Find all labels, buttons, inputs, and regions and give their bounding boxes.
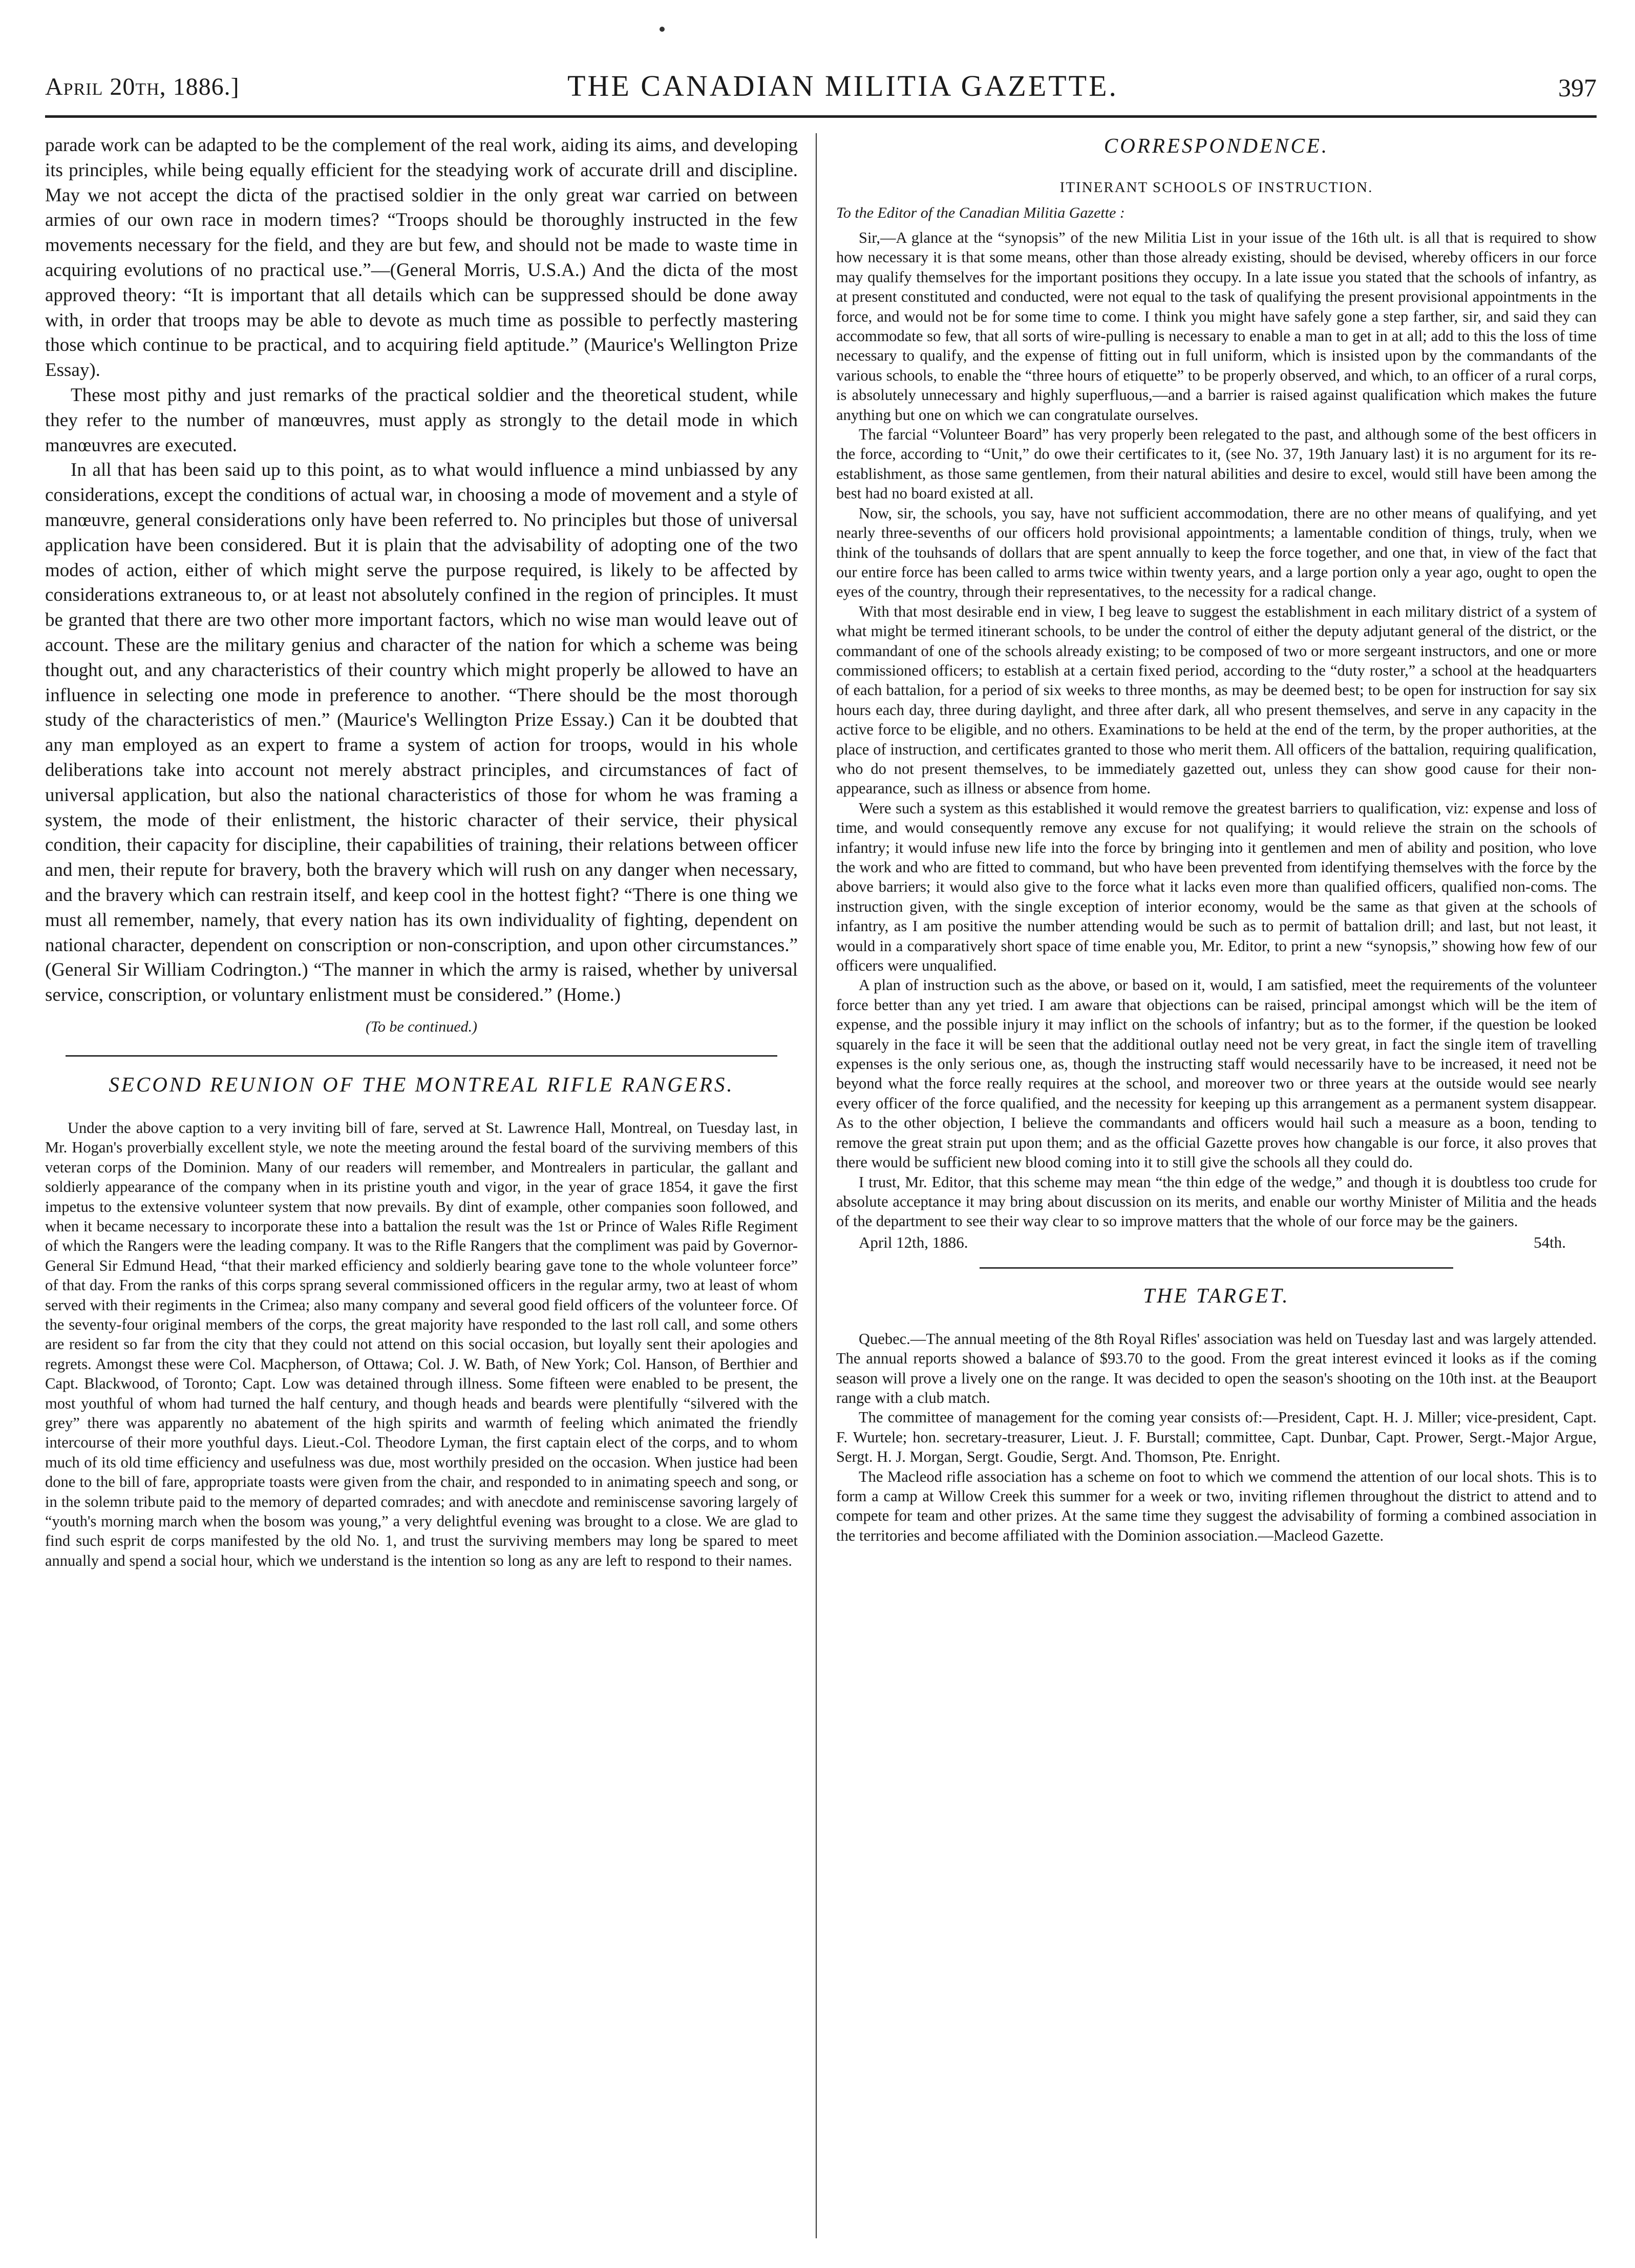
letter-paragraph: Now, sir, the schools, you say, have not sufficient accommodation, there are no other means of qualifying, and yet nearly three-sevenths of our officers hold provisional appointments; a lamentable condition of things, truly, when we think of the touhsands of dollars that are spent annually to keep the force together, and one that, in view of the fact that our entire force has been called to arms twice within twenty years, and a large portion only a year ago, ought to open the eyes of the country, through their representatives, to the necessity for a radical change.	[836, 504, 1597, 601]
to-be-continued-note: (To be continued.)	[365, 1018, 478, 1035]
letter-paragraph: With that most desirable end in view, I beg leave to suggest the establishment in each military district of a system of what might be termed itinerant schools, to be under the control of either the deputy adjutant general of the district, or the commandant of one of the schools already existing; to be composed of two or more sergeant instructors, and one or more commissioned officers; to establish at a certain fixed period, according to the “duty roster,” a school at the headquarters of each battalion, for a period of six weeks to three months, as may be deemed best; to be open for instruction for say six hours each day, three during daylight, and three after dark, all who present themselves, and serve in any capacity in the active force to be eligible, and no others. Examinations to be held at the end of the term, by the proper authorities, at the place of instruction, and certificates granted to those who merit them. All officers of the battalion, requiring qualification, who do not present themselves, to be immediately gazetted out, unless they can show good cause for their non-appearance, such as illness or absence from home.	[836, 602, 1597, 797]
right-column	[836, 133, 1597, 1545]
target-paragraph: The committee of management for the coming year consists of:—President, Capt. H. J. Miller; vice-president, Capt. F. Wurtele; hon. secretary-treasurer, Lieut. J. F. Burstall; committee, Capt. Dunbar, Capt. Prower, Sergt.-Major Argue, Sergt. H. J. Morgan, Sergt. Goudie, Sergt. And. Thomson, Pte. Enright.	[836, 1409, 1597, 1466]
correspondence-heading: CORRESPONDENCE.	[1103, 134, 1329, 157]
letter-paragraph: Sir,—A glance at the “synopsis” of the new Militia List in your issue of the 16th ult. is all that is required to show how necessary it is that some means, other than those already existing, should be devised, whereby officers in our force may qualify themselves for the important positions they occupy. In a late issue you stated that the schools of infantry, as at present constituted and conducted, were not equal to the task of qualifying the present provisional appointments in the force, and would not be for some time to come. I think you might have safely gone a step farther, sir, and said they can accommodate so few, that all sorts of wire-pulling is necessary to enable a man to get in at all; add to this the loss of time necessary to qualify, and the expense of fitting out in full uniform, which is insisted upon by the commandants of the various schools, to enable the “three hours of etiquette” to be properly observed, and which, to an officer of a rural corps, is absolutely unnecessary and highly superfluous,—and a barrier is raised against qualification which makes the future anything but one on which we can congratulate ourselves.	[836, 229, 1597, 424]
reunion-paragraph: Under the above caption to a very inviting bill of fare, served at St. Lawrence Hall, Montreal, on Tuesday last, in Mr. Hogan's proverbially excellent style, we note the meeting around the festal board of the surviving members of this veteran corps of the Dominion. Many of our readers will remember, and Montrealers in particular, the gallant and soldierly appearance of the company when in its pristine youth and vigor, in the year of grace 1854, it gave the first impetus to the extensive volunteer system that now prevails. By dint of example, other companies soon followed, and when it became necessary to incorporate these into a battalion the result was the 1st or Prince of Wales Rifle Regiment of which the Rangers were the leading company. It was to the Rifle Rangers that the compliment was paid by Governor-General Sir Edmund Head, “that their marked efficiency and soldierly bearing gave tone to the whole volunteer force” of that day. From the ranks of this corps sprang several commissioned officers in the regular army, two at least of whom served with their regiments in the Crimea; also many company and several good field officers of the volunteer force. Of the seventy-four original members of the corps, the great majority have responded to the last roll call, and some others are resident so far from the city that they could not attend on this social occasion, but loyally sent their apologies and regrets. Amongst these were Col. Macpherson, of Ottawa; Col. J. W. Bath, of New York; Col. Hanson, of Berthier and Capt. Blackwood, of Toronto; Capt. Low was detained through illness. Some fifteen were enabled to be present, the most youthful of whom had turned the half century, and though heads and beards were plentifully “silvered with the grey” there was apparently no abatement of the high spirits and warmth of feeling which animated the friendly intercourse of their more youthful days. Lieut.-Col. Theodore Lyman, the first captain elect of the corps, and to whom much of its old time efficiency and usefulness was due, most worthily presided on the occasion. When justice had been done to the bill of fare, appropriate toasts were given from the chair, and responded to in animating speech and song, or in the solemn tribute paid to the memory of departed comrades; and with anecdote and reminiscense savoring largely of “youth's morning march when the bosom was young,” a very delightful evening was brought to a close. We are glad to find such esprit de corps manifested by the old No. 1, and trust the surviving members may long be spared to meet annually and spend a social hour, which we understand is the intention so long as any are left to respond to their names.	[45, 1119, 798, 1569]
itinerant-schools-heading: ITINERANT SCHOOLS OF INSTRUCTION.	[1059, 179, 1373, 196]
section-rule	[66, 1055, 777, 1057]
letter-paragraph: A plan of instruction such as the above, or based on it, would, I am satisfied, meet the requirements of the volunteer force better than any yet tried. I am aware that objections can be raised, principal amongst which will be the item of expense, and the possible injury it may inflict on the schools of infantry; but as to the former, if the question be looked squarely in the face it will be seen that the additional outlay need not be very great, in fact the single item of travelling expenses is the only serious one, as, though the instructing staff would necessarily have to be increased, it need not be beyond what the force really requires at the school, and moreover two or three years at the outside would see nearly every officer of the force qualified, and the necessity for keeping up this arrangement as a permanent system disappear. As to the other objection, I believe the commandants and officers would hail such a measure as a boon, tending to remove the great strain put upon them; and as the official Gazette proves how changable is our force, it also proves that there would be sufficient new blood coming into it to still give the schools all they could do.	[836, 976, 1597, 1171]
reunion-article	[45, 1118, 798, 1570]
correspondence-letter	[836, 228, 1597, 1231]
left-column	[45, 133, 798, 1570]
letter-paragraph: Were such a system as this established it would remove the greatest barriers to qualification, viz: expense and loss of time, and would consequently remove any excuse for not qualifying; it would relieve the strain on the schools of infantry; it would infuse new life into the force by bringing into it gentlemen and men of ability and position, who love the work and who are fitted to command, but who have been prevented from identifying themselves with the force by the above barriers; it would also give to the force what it lacks even more than qualified officers, qualified non-coms. The instruction given, with the single exception of interior economy, would be the same as that given at the schools of infantry, as I am positive the number attending would be such as to permit of battalion drill; and last, but not least, it would in a comparatively short space of time enable you, Mr. Editor, to print a new “synopsis,” showing how few of our officers were unqualified.	[836, 799, 1597, 975]
letter-paragraph: The farcial “Volunteer Board” has very properly been relegated to the past, and although some of the best officers in the force, according to “Unit,” do owe their certificates to it, (see No. 37, 19th January last) it is no argument for its re-establishment, as those same gentlemen, from their natural abilities and desire to excel, would still have been among the best had no board existed at all.	[836, 426, 1597, 502]
target-paragraph: Quebec.—The annual meeting of the 8th Royal Rifles' association was held on Tuesday last and was largely attended. The annual reports showed a balance of $93.70 to the good. From the great interest evinced it looks as if the coming season will prove a lively one on the range. It was decided to open the season's shooting on the 10th inst. at the Beauport range with a club match.	[836, 1330, 1597, 1406]
issue-date: April 20th, 1886.]	[45, 73, 240, 100]
reunion-heading: SECOND REUNION OF THE MONTREAL RIFLE RANGERS.	[109, 1072, 734, 1096]
newspaper-page	[45, 0, 1597, 2268]
letter-paragraph: I trust, Mr. Editor, that this scheme may mean “the thin edge of the wedge,” and though it is doubtless too crude for absolute acceptance it may bring about discussion on its merits, and enable our worthy Minister of Militia and the heads of the department to see their way clear to so improve matters that the whole of our force may be the gainers.	[836, 1173, 1597, 1230]
article-paragraph: parade work can be adapted to be the complement of the real work, aiding its aims, and developing its principles, while being equally efficient for the steadying work of accurate drill and discipline. May we not accept the dicta of the practised soldier in the only great war carried on between armies of our own race in modern times? “Troops should be thoroughly instructed in the few movements necessary for the field, and they are but few, and should not be made to waste time in acquiring evolutions of no practical use.”—(General Morris, U.S.A.) And the dicta of the most approved theory: “It is important that all details which can be suppressed should be done away with, in order that troops may be able to devote as much time as possible to perfectly mastering those which continue to be practical, and to acquiring field aptitude.” (Maurice's Wellington Prize Essay).	[45, 135, 798, 381]
page-number: 397	[1558, 73, 1597, 102]
column-divider	[816, 133, 817, 2238]
masthead-rule	[45, 115, 1597, 118]
letter-salutation-line: To the Editor of the Canadian Militia Gazette :	[836, 204, 1125, 221]
target-paragraph: The Macleod rifle association has a scheme on foot to which we commend the attention of our local shots. This is to form a camp at Willow Creek this summer for a week or two, inviting riflemen throughout the district to attend and to compete for team and other prizes. At the same time they suggest the advisability of forming a combined association in the territories and become affiliated with the Dominion association.—Macleod Gazette.	[836, 1467, 1597, 1544]
signoff-date: April 12th, 1886.	[859, 1233, 968, 1251]
target-heading: THE TARGET.	[1143, 1283, 1290, 1307]
masthead	[45, 61, 1597, 108]
article-paragraph: In all that has been said up to this point, as to what would influence a mind unbiassed by any considerations, except the conditions of actual war, in choosing a mode of movement and a style of manœuvre, general considerations only have been referred to. No principles but those of universal application have been considered. But it is plain that the advisability of adopting one of the two modes of action, either of which might serve the purpose required, is likely to be affected by considerations extraneous to, or at least not absolutely confined in the region of principles. It must be granted that there are two other more important factors, which no wise man would leave out of account. These are the military genius and character of the nation for which a scheme was being thought out, and any characteristics of their country which might properly be allowed to have an influence in selecting one mode in preference to another. “There should be the most thorough study of the characteristics of men.” (Maurice's Wellington Prize Essay.) Can it be doubted that any man employed as an expert to frame a system of action for troops, would in his whole deliberations take into account not merely abstract principles, and circumstances of fact of universal application, but also the national characteristics of those for whom he was framing a system, the mode of their enlistment, the historic character of their service, their physical condition, their capacity for discipline, their capabilities of training, their relations between officer and men, their repute for bravery, both the bravery which will rush on any danger when necessary, and the bravery which can restrain itself, and keep cool in the hottest fight? “There is one thing we must all remember, namely, that every nation has its own individuality of fighting, dependent on national character, dependent on conscription or non-conscription, and upon other circumstances.” (General Sir William Codrington.) “The manner in which the army is raised, whether by universal service, conscription, or voluntary enlistment must be considered.” (Home.)	[45, 459, 798, 1006]
newspaper-title: THE CANADIAN MILITIA GAZETTE.	[567, 69, 1119, 102]
letter-signoff	[859, 1233, 1566, 1252]
target-section	[836, 1329, 1597, 1545]
signoff-name: 54th.	[1534, 1233, 1566, 1251]
section-rule	[980, 1267, 1453, 1269]
article-continuation	[45, 133, 798, 1008]
article-paragraph: These most pithy and just remarks of the practical soldier and the theoretical student, while they refer to the number of manœuvres, must apply as strongly to the detail mode in which manœuvres are executed.	[45, 384, 798, 456]
ink-speck	[660, 27, 665, 32]
